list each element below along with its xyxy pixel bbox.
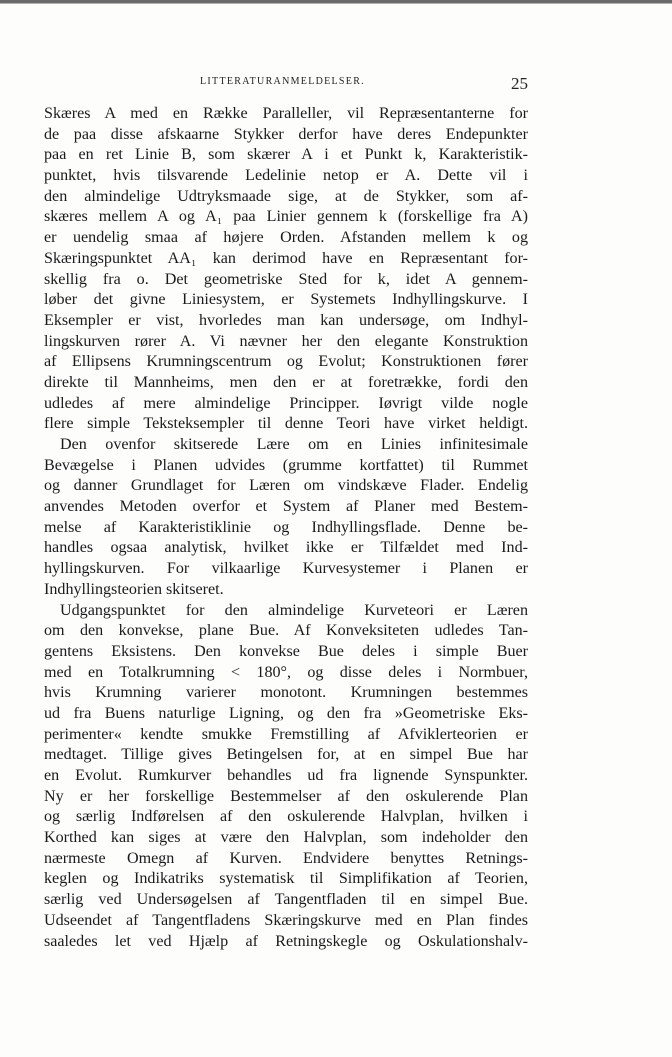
text-line: keglen og Indikatriks systematisk til Simplifikation af Teorien, bbox=[44, 870, 528, 888]
paragraph-start-line: Udgangspunktet for den almindelige Kurveteori er Læren bbox=[60, 601, 528, 619]
text-line: Eksempler er vist, hvorledes man kan undersøge, om Indhyl- bbox=[44, 311, 528, 329]
text-line: hyllingskurven. For vilkaarlige Kurvesystemer i Planen er bbox=[44, 560, 528, 578]
page-number: 25 bbox=[511, 74, 528, 93]
text-line: en Evolut. Rumkurver behandles ud fra lignende Synspunkter. bbox=[44, 767, 528, 784]
text-line: de paa disse afskaarne Stykker derfor have deres Endepunkter bbox=[44, 125, 528, 143]
text-line: punktet, hvis tilsvarende Ledelinie netop er A. Dette vil i bbox=[44, 167, 528, 185]
text-line: udledes af mere almindelige Principper. Iøvrigt vilde nogle bbox=[44, 394, 528, 412]
text-line: Bevægelse i Planen udvides (grumme kortfattet) til Rummet bbox=[44, 456, 528, 474]
text-line: med en Totalkrumning < 180°, og disse deles i Normbuer, bbox=[44, 663, 528, 681]
text-line: lingskurven rører A. Vi nævner her den elegante Konstruktion bbox=[44, 332, 528, 350]
text-line: medtaget. Tillige gives Betingelsen for, at en simpel Bue har bbox=[44, 746, 528, 764]
text-line: den almindelige Udtryksmaade sige, at de Stykker, som af- bbox=[44, 187, 528, 205]
text-line: om den konvekse, plane Bue. Af Konveksiteten udledes Tan- bbox=[44, 622, 528, 640]
text-line: Korthed kan siges at være den Halvplan, som indeholder den bbox=[44, 829, 528, 847]
text-line: af Ellipsens Krumningscentrum og Evolut; Konstruktionen fører bbox=[44, 353, 528, 371]
text-line: direkte til Mannheims, men den er at foretrække, fordi den bbox=[44, 373, 528, 391]
text-line: og særlig Indførelsen af den oskulerende Halvplan, hvilken i bbox=[44, 808, 528, 826]
text-line: nærmeste Omegn af Kurven. Endvidere benyttes Retnings- bbox=[44, 849, 528, 867]
text-line: gentens Eksistens. Den konvekse Bue deles i simple Buer bbox=[44, 642, 528, 660]
text-line: saaledes let ved Hjælp af Retningskegle og Oskulationshalv- bbox=[44, 932, 528, 950]
text-line: paa en ret Linie B, som skærer A i et Punkt k, Karakteristik- bbox=[44, 146, 528, 164]
text-line: hvis Krumning varierer monotont. Krumningen bestemmes bbox=[44, 684, 528, 702]
running-head: LITTERATURANMELDELSER. bbox=[200, 76, 365, 87]
text-line: Udseendet af Tangentfladens Skæringskurve med en Plan findes bbox=[44, 911, 528, 929]
text-line: Skæringspunktet AA₁ kan derimod have en Repræsentant for- bbox=[44, 249, 528, 267]
text-line: skellig fra o. Det geometriske Sted for k, idet A gennem- bbox=[44, 270, 528, 288]
paragraph-start-line: Den ovenfor skitserede Lære om en Linies infinitesimale bbox=[60, 436, 528, 453]
text-line: Ny er her forskellige Bestemmelser af den oskulerende Plan bbox=[44, 787, 528, 805]
text-line: er uendelig smaa af højere Orden. Afstanden mellem k og bbox=[44, 229, 528, 247]
text-line: særlig ved Undersøgelsen af Tangentfladen til en simpel Bue. bbox=[44, 891, 528, 909]
paragraph-end-line: Indhyllingsteorien skitseret. bbox=[44, 580, 224, 598]
text-line: perimenter« kendte smukke Fremstilling af Afviklerteorien er bbox=[44, 725, 528, 743]
body-text bbox=[44, 104, 528, 952]
text-line: melse af Karakteristiklinie og Indhyllingsflade. Denne be- bbox=[44, 518, 528, 536]
page-header bbox=[44, 74, 528, 96]
text-line: ud fra Buens naturlige Ligning, og den fra »Geometriske Eks- bbox=[44, 704, 528, 722]
text-line: Skæres A med en Række Paralleller, vil Repræsentanterne for bbox=[44, 105, 528, 122]
text-line: flere simple Teksteksempler til denne Teori have virket heldigt. bbox=[44, 415, 528, 433]
text-line: handles ogsaa analytisk, hvilket ikke er Tilfældet med Ind- bbox=[44, 539, 528, 557]
text-line: anvendes Metoden overfor et System af Planer med Bestem- bbox=[44, 498, 528, 516]
text-line: og danner Grundlaget for Læren om vindskæve Flader. Endelig bbox=[44, 477, 528, 495]
scan-edge bbox=[0, 0, 672, 3]
text-line: skæres mellem A og A₁ paa Linier gennem k (forskellige fra A) bbox=[44, 208, 528, 226]
text-line: løber det givne Liniesystem, er Systemets Indhyllingskurve. I bbox=[44, 291, 528, 309]
